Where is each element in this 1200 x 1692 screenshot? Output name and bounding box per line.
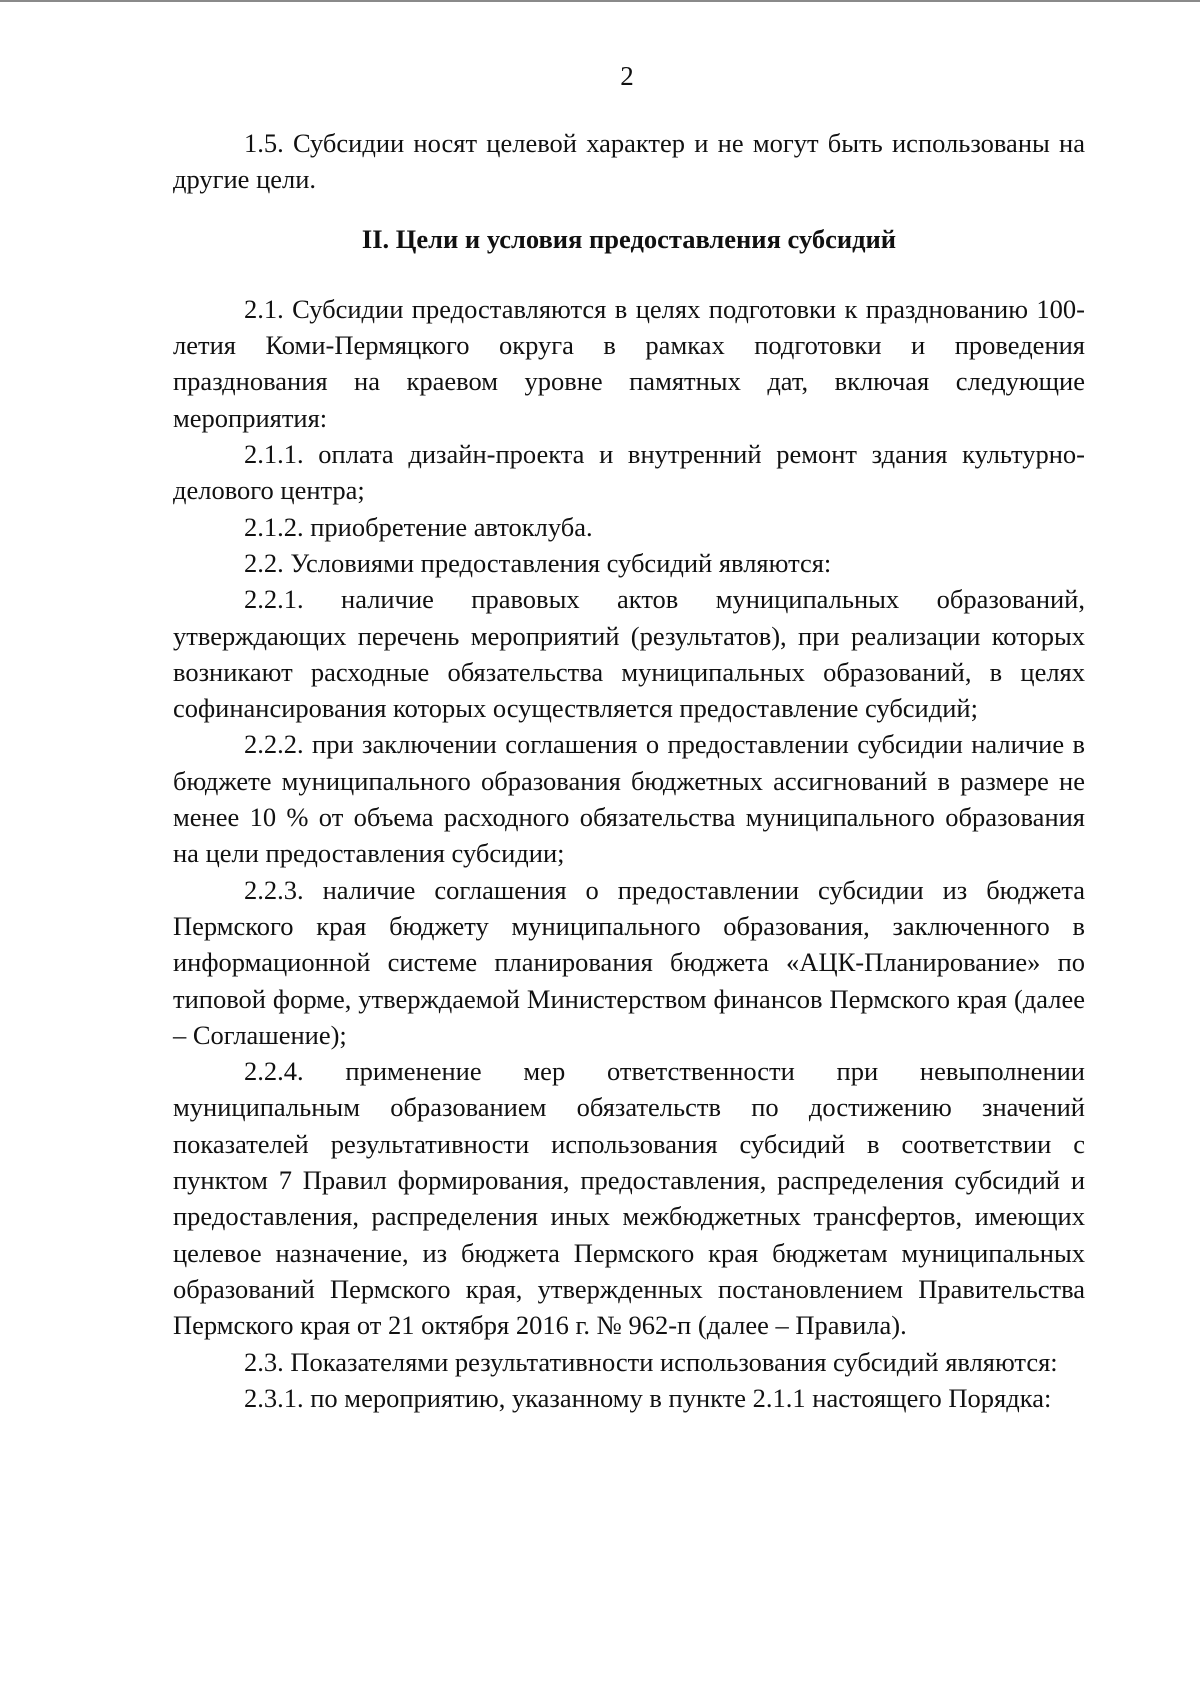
paragraph-2-1-2: 2.1.2. приобретение автоклуба. — [244, 511, 593, 542]
paragraph-1-5: 1.5. Субсидии носят целевой характер и не могут быть использованы на другие цели. — [173, 128, 1085, 195]
paragraph-2-1-1: 2.1.1. оплата дизайн-проекта и внутренний ремонт здания культурно-делового центра; — [173, 439, 1085, 506]
paragraph-2-2-3: 2.2.3. наличие соглашения о предоставлении субсидии из бюджета Пермского края бюджету муниципального образования, заключенного в информационной системе планирования бюджета «АЦК-Планирование» по типовой форме, утверждаемой Министерством финансов Пермского края (далее – Соглашение); — [173, 874, 1085, 1050]
document-body — [173, 125, 1085, 1416]
page-number: 2 — [620, 61, 634, 91]
paragraph-2-2-1: 2.2.1. наличие правовых актов муниципальных образований, утверждающих перечень мероприятий (результатов), при реализации которых возникают расходные обязательства муниципальных образований, в целях софинансирования которых осуществляется предоставление субсидий; — [173, 584, 1085, 724]
paragraph-2-2-4: 2.2.4. применение мер ответственности при невыполнении муниципальным образованием обязательств по достижению значений показателей результативности использования субсидий в соответствии с пунктом 7 Правил формирования, предоставления, распределения субсидий и предоставления, распределения иных межбюджетных трансфертов, имеющих целевое назначение, из бюджета Пермского края бюджетам муниципальных образований Пермского края, утвержденных постановлением Правительства Пермского края от 21 октября 2016 г. № 962-п (далее – Правила). — [173, 1056, 1085, 1341]
paragraph-2-2-2: 2.2.2. при заключении соглашения о предоставлении субсидии наличие в бюджете муниципального образования бюджетных ассигнований в размере не менее 10 % от объема расходного обязательства муниципального образования на цели предоставления субсидии; — [173, 729, 1085, 869]
section-heading: II. Цели и условия предоставления субсидий — [361, 223, 897, 254]
paragraph-2-2: 2.2. Условиями предоставления субсидий являются: — [244, 547, 832, 578]
paragraph-2-3: 2.3. Показателями результативности использования субсидий являются: — [244, 1346, 1058, 1377]
paragraph-2-3-1: 2.3.1. по мероприятию, указанному в пункте 2.1.1 настоящего Порядка: — [244, 1382, 1052, 1413]
page-top-edge — [0, 0, 1200, 2]
paragraph-2-1: 2.1. Субсидии предоставляются в целях подготовки к празднованию 100-летия Коми-Пермяцкого округа в рамках подготовки и проведения празднования на краевом уровне памятных дат, включая следующие мероприятия: — [173, 293, 1085, 433]
